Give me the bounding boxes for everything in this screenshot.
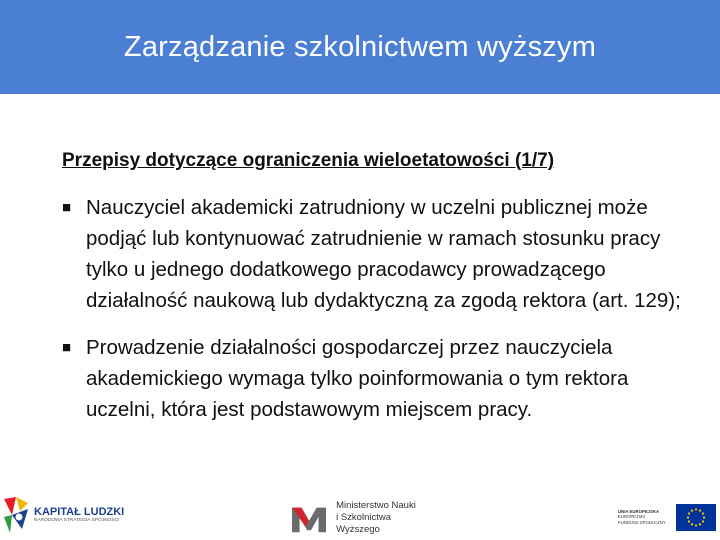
kapital-ludzki-emblem-icon [2,495,30,535]
bullet-text: Prowadzenie działalności gospodarczej przez nauczyciela akademickiego wymaga tylko poinformowania o tym rektora uczelni, która jest podstawowym miejscem pracy. [86,336,629,421]
kapital-ludzki-name: KAPITAŁ LUDZKI [34,506,125,518]
eu-flag-icon [676,504,716,531]
kapital-ludzki-logo [2,493,127,537]
bullet-text: Nauczyciel akademicki zatrudniony w uczelni publicznej może podjąć lub kontynuować zatrudnienie w ramach stosunku pracy tylko u jednego dodatkowego pracodawcy prowadzącego działalność naukową lub dydaktyczną za zgodą rektora (art. 129); [86,196,681,312]
ministry-emblem-icon [292,503,326,533]
eu-name: UNIA EUROPEJSKA [618,508,660,514]
slide-content [62,150,702,441]
slide-header [0,0,720,94]
square-bullet-icon: ■ [62,199,72,216]
bullet-item [62,332,702,425]
footer-logos [0,490,720,540]
ministry-name-line1: Ministerstwo Nauki [336,500,416,511]
section-subtitle: Przepisy dotyczące ograniczenia wieloetatowości (1/7) [62,150,555,171]
ministry-logo [292,500,432,536]
square-bullet-icon: ■ [62,339,72,356]
ministry-name-line2: i Szkolnictwa Wyższego [336,512,392,535]
bullet-item [62,192,702,316]
eu-fund-line2: FUNDUSZ SPOŁECZNY [618,519,666,525]
eu-fund-line1: EUROPEJSKI [618,514,646,520]
eu-logo [618,500,716,534]
slide-title: Zarządzanie szkolnictwem wyższym [123,30,597,63]
kapital-ludzki-subtitle: NARODOWA STRATEGIA SPÓJNOŚCI [34,518,120,523]
bullet-list [62,192,702,425]
